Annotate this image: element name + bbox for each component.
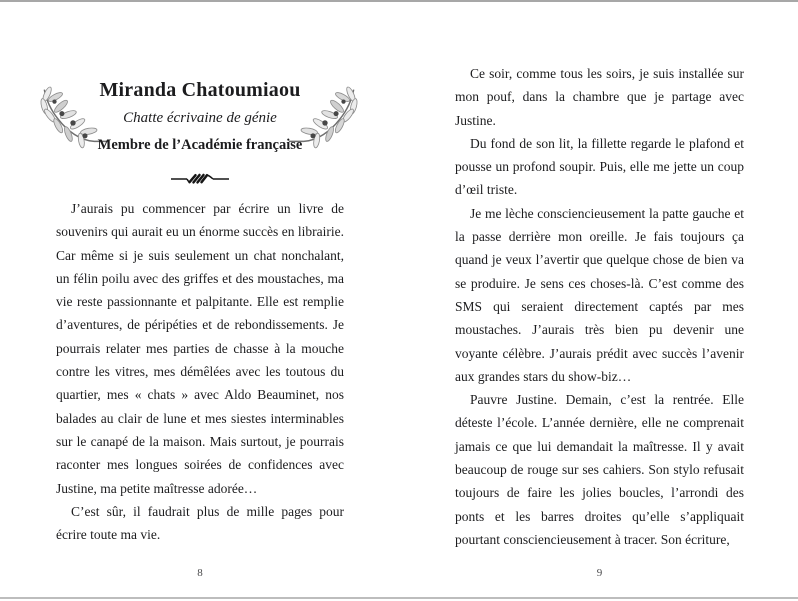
paragraph: Ce soir, comme tous les soirs, je suis installée sur mon pouf, dans la chambre que je partage avec Justine. — [455, 66, 744, 128]
chapter-header — [56, 0, 344, 196]
left-page — [56, 0, 344, 601]
paragraph: Pauvre Justine. Demain, c’est la rentrée. Elle déteste l’école. L’année dernière, elle ne comprenait jamais ce que lui demandait la maîtresse. Il y avait beaucoup de rouge sur ses cahiers. Son stylo refusait toujours de faire les jolies boucles, l’arrondi des ponts et les barres droites qu’elle s’appliquait pourtant consciencieusement à tracer. Son écriture, — [455, 392, 744, 547]
paragraph: C’est sûr, il faudrait plus de mille pages pour écrire toute ma vie. — [56, 503, 344, 543]
paragraph: J’aurais pu commencer par écrire un livre de souvenirs qui aurait eu un énorme succès en librairie. Car même si je suis seulement un chat nonchalant, un félin poilu avec des griffes et des moustaches, ma vie reste passionnante et palpitante. Elle est remplie d’aventures, de péripéties et de rebondissements. Je pourrais relater mes parties de chasse à la mouche contre les vitres, mes démêlées avec les toutous du quartier, mes « chats » avec Aldo Beauminet, nos balades au clair de lune et mes siestes interminables sur le canapé de la maison. Mais surtout, je pourrais raconter mes longues soirées de confidences avec Justine, ma petite maîtresse adorée… — [56, 201, 344, 496]
paragraph: Je me lèche consciencieusement la patte gauche et la passe derrière mon oreille. Je fais toujours ça quand je veux l’avertir que quelque chose de bien va se produire. Je sens ces choses-là. C’est comme des SMS qui seraient directement captés par mes moustaches. J’aurais très bien pu devenir une voyante célèbre. J’aurais prédit avec succès l’avenir aux grandes stars du show-biz… — [455, 205, 744, 384]
paragraph: Du fond de son lit, la fillette regarde le plafond et pousse un profond soupir. Puis, elle me jette un coup d’œil triste. — [455, 135, 744, 198]
left-page-text — [56, 197, 344, 546]
window-bottom-edge — [0, 597, 798, 599]
author-name: Miranda Chatoumiaou — [99, 79, 301, 101]
right-page — [455, 0, 744, 601]
author-subtitle: Chatte écrivaine de génie — [123, 110, 277, 126]
knot-squiggle-icon — [170, 172, 230, 186]
right-page-text — [455, 62, 744, 551]
page-number-right: 9 — [596, 567, 603, 579]
page-number-left: 8 — [197, 567, 203, 579]
author-affiliation: Membre de l’Académie française — [97, 137, 303, 153]
